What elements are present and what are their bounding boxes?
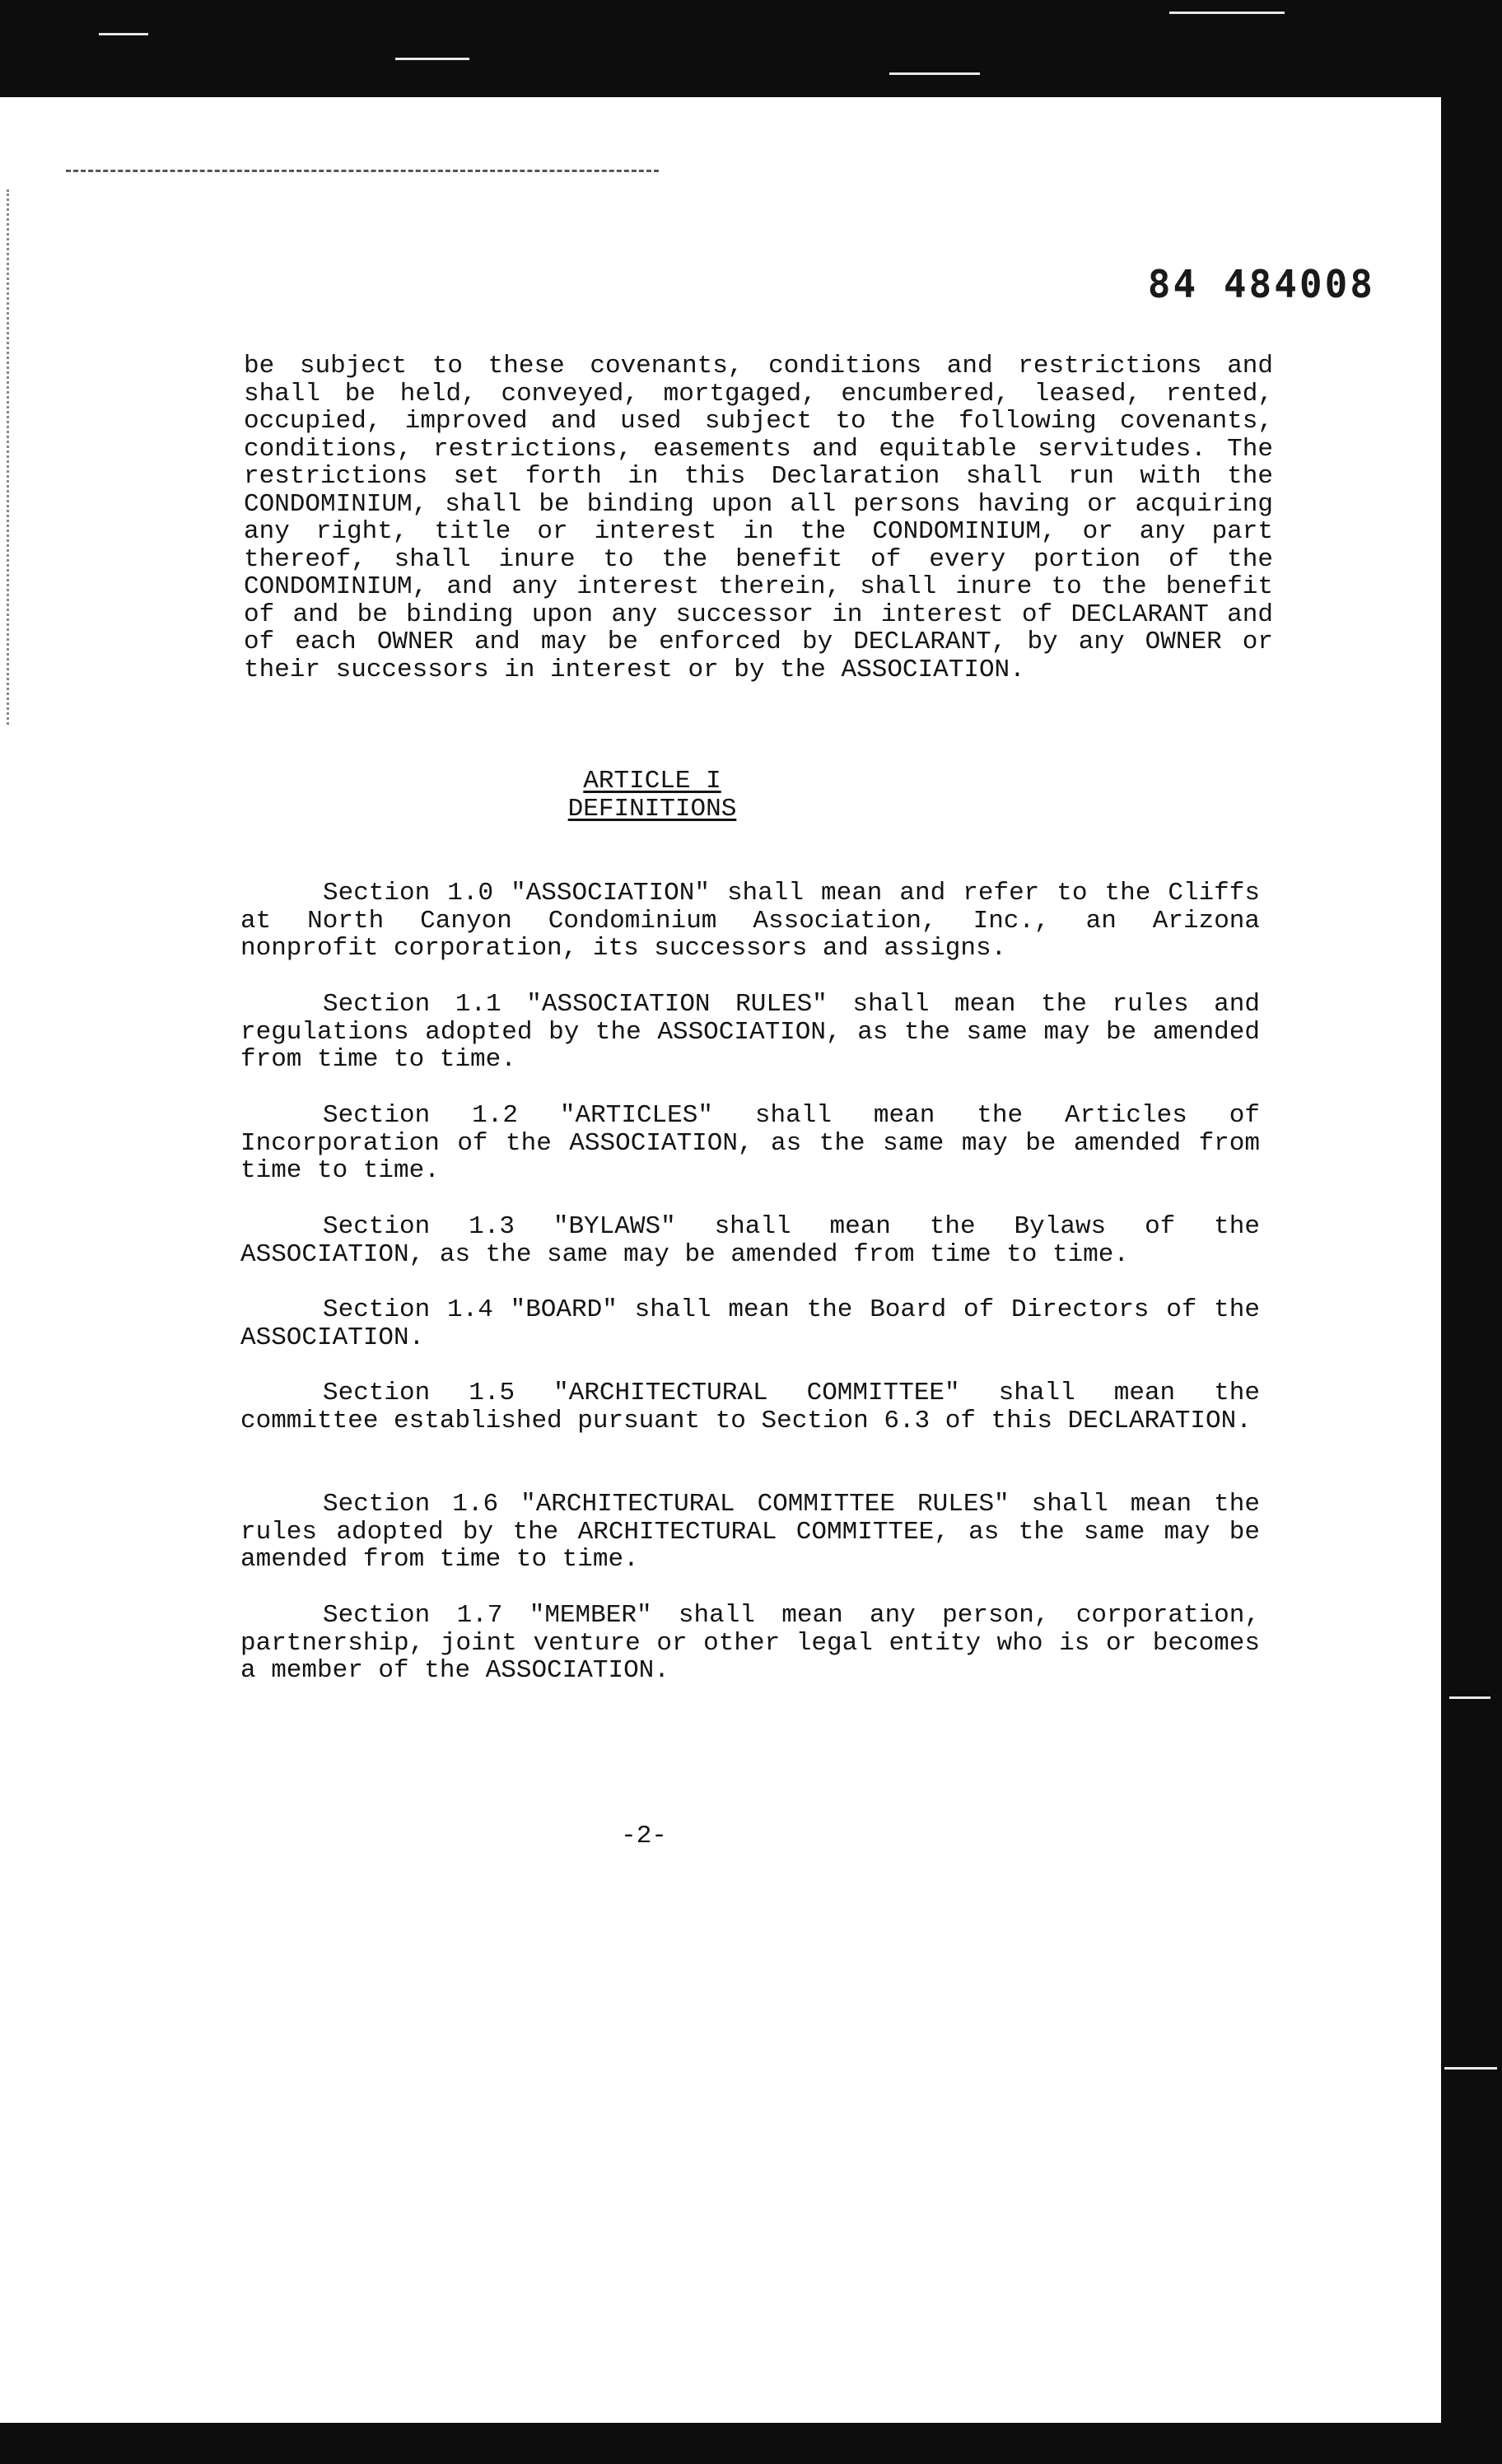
section-1-4: Section 1.4 "BOARD" shall mean the Board of Directors of the ASSOCIATION.	[240, 1295, 1260, 1352]
scan-speck	[1449, 1696, 1490, 1699]
page-number-label: -2-	[621, 1822, 667, 1850]
scan-artifact-line	[66, 170, 659, 172]
scan-speck	[395, 58, 469, 60]
section-1-3: Section 1.3 "BYLAWS" shall mean the Bylaws of the ASSOCIATION, as the same may be amended from time to time.	[240, 1212, 1260, 1269]
article-heading: ARTICLE I	[583, 767, 721, 796]
intro-paragraph: be subject to these covenants, conditions and restrictions and shall be held, conveyed, mortgaged, encumbered, leased, rented, occupied, improved and used subject to the following covenants, conditions, restrictions, easements and equitable servitudes. The restrictions set forth in this Declaration shall run with the CONDOMINIUM, shall be binding upon all persons having or acquiring any right, title or interest in the CONDOMINIUM, or any part thereof, shall inure to the benefit of every portion of the CONDOMINIUM, and any interest therein, shall inure to the benefit of and be binding upon any successor in interest of DECLARANT and of each OWNER and may be enforced by DECLARANT, by any OWNER or their successors in interest or by the ASSOCIATION.	[244, 352, 1273, 684]
scan-speck	[99, 33, 148, 35]
section-1-2: Section 1.2 "ARTICLES" shall mean the Articles of Incorporation of the ASSOCIATION, as the same may be amended from time to time.	[240, 1101, 1260, 1185]
recording-number: 84 484008	[1147, 262, 1375, 306]
scan-speck	[1444, 2067, 1497, 2070]
section-1-0: Section 1.0 "ASSOCIATION" shall mean and refer to the Cliffs at North Canyon Condominium Association, Inc., an Arizona nonprofit corporation, its successors and assigns.	[240, 879, 1260, 963]
section-1-5: Section 1.5 "ARCHITECTURAL COMMITTEE" shall mean the committee established pursuant to Section 6.3 of this DECLARATION.	[240, 1379, 1260, 1435]
page-number	[0, 1822, 1502, 1850]
scan-border-bottom	[0, 2423, 1502, 2464]
scan-border-right	[1441, 0, 1502, 2464]
section-1-7: Section 1.7 "MEMBER" shall mean any person, corporation, partnership, joint venture or other legal entity who is or becomes a member of the ASSOCIATION.	[240, 1601, 1260, 1685]
scan-speck	[889, 72, 980, 75]
section-1-1: Section 1.1 "ASSOCIATION RULES" shall mean the rules and regulations adopted by the ASSOCIATION, as the same may be amended from time to time.	[240, 990, 1260, 1074]
scan-speck	[1169, 12, 1285, 14]
section-1-6: Section 1.6 "ARCHITECTURAL COMMITTEE RULES" shall mean the rules adopted by the ARCHITECTURAL COMMITTEE, as the same may be amended from time to time.	[240, 1490, 1260, 1574]
article-heading-block	[0, 768, 1502, 824]
scan-border-top	[0, 0, 1502, 97]
margin-hole-marks	[7, 189, 14, 725]
article-title: DEFINITIONS	[567, 795, 737, 824]
